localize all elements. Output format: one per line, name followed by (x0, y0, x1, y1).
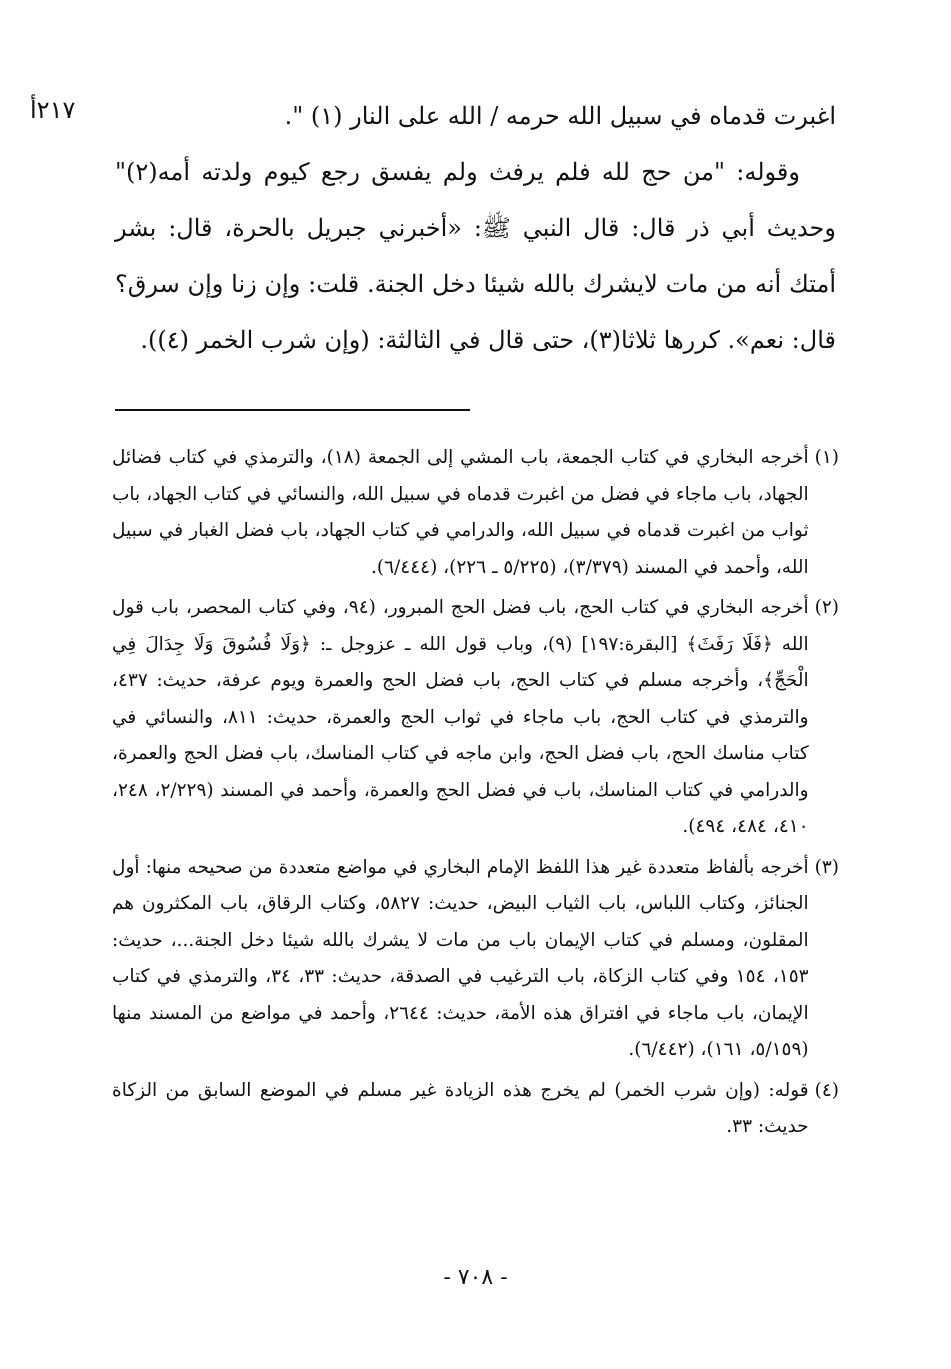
footnote-text: قوله: (وإن شرب الخمر) لم يخرج هذه الزيادة غير مسلم في الموضع السابق من الزكاة حديث: ٣٣. (112, 1079, 809, 1137)
footnote-4 (112, 1073, 839, 1146)
footnote-text: أخرجه البخاري في كتاب الحج، باب فضل الحج المبرور، (٩٤، وفي كتاب المحصر، باب قول الله ﴿فَلَا رَفَثَ﴾ [البقرة:١٩٧] (٩)، وباب قول الله ـ عزوجل ـ: ﴿وَلَا فُسُوقَ وَلَا جِدَالَ فِي الْحَجِّ﴾، وأخرجه مسلم في كتاب الحج، باب فضل الحج والعمرة ويوم عرفة، حديث: ٤٣٧، والترمذي في كتاب الحج، باب ماجاء في ثواب الحج والعمرة، حديث: ٨١١، والنسائي في كتاب مناسك الحج، باب فضل الحج، وابن ماجه في كتاب المناسك، باب فضل الحج والعمرة، والدرامي في كتاب المناسك، باب في فضل الحج والعمرة، وأحمد في المسند (٢/٢٢٩، ٢٤٨، ٤١٠، ٤٨٤، ٤٩٤). (112, 597, 809, 837)
footnote-3 (112, 850, 839, 1069)
footnote-1 (112, 440, 839, 586)
footnotes (112, 440, 839, 1150)
footnote-text: أخرجه بألفاظ متعددة غير هذا اللفظ الإمام البخاري في مواضع متعددة من صحيحه منها: أول الجنائز، وكتاب اللباس، باب الثياب البيض، حديث: ٥٨٢٧، وكتاب الرقاق، باب المكثرون هم المقلون، ومسلم في كتاب الإيمان باب من مات لا يشرك بالله شيئا دخل الجنة...، حديث: ١٥٣، ١٥٤ وفي كتاب الزكاة، باب الترغيب في الصدقة، حديث: ٣٣، ٣٤، والترمذي في كتاب الإيمان، باب ماجاء في افتراق هذه الأمة، حديث: ٢٦٤٤، وأحمد في مواضع من المسند منها (٥/١٥٩، ١٦١)، (٦/٤٤٢). (112, 856, 809, 1060)
footnote-number: (٤) (814, 1079, 839, 1101)
margin-folio-marker: ٢١٧أ (30, 96, 76, 124)
main-paragraph-2: وقوله: "من حج لله فلم يرفث ولم يفسق رجع كيوم ولدته أمه(٢)" وحديث أبي ذر قال: قال النبي ﷺ: «أخبرني جبريل بالحرة، قال: بشر أمتك أنه من مات لايشرك بالله شيئا دخل الجنة. قلت: وإن زنا وإن سرق؟ قال: نعم». كررها ثلاثا(٣)، حتى قال في الثالثة: (وإن شرب الخمر (٤)). (115, 158, 836, 354)
footnote-number: (٣) (814, 856, 839, 878)
footnote-separator (115, 409, 470, 411)
footnote-2 (112, 590, 839, 846)
main-text (115, 88, 836, 368)
footnote-number: (١) (814, 447, 839, 468)
page-number: - ٧٠٨ - (443, 1265, 508, 1290)
footnote-text: أخرجه البخاري في كتاب الجمعة، باب المشي إلى الجمعة (١٨)، والترمذي في كتاب فضائل الجهاد، باب ماجاء في فضل من اغبرت قدماه في سبيل الله، والنسائي في كتاب الجهاد، باب ثواب من اغبرت قدماه في سبيل الله، والدرامي في كتاب الجهاد، باب فضل الغبار في سبيل الله، وأحمد في المسند (٣/٣٧٩)، (٥/٢٢٥ ـ ٢٢٦)، (٦/٤٤٤). (112, 447, 809, 578)
main-paragraph-1: اغبرت قدماه في سبيل الله حرمه / الله على النار (١) ". (284, 102, 836, 130)
footnote-number: (٢) (814, 597, 839, 618)
